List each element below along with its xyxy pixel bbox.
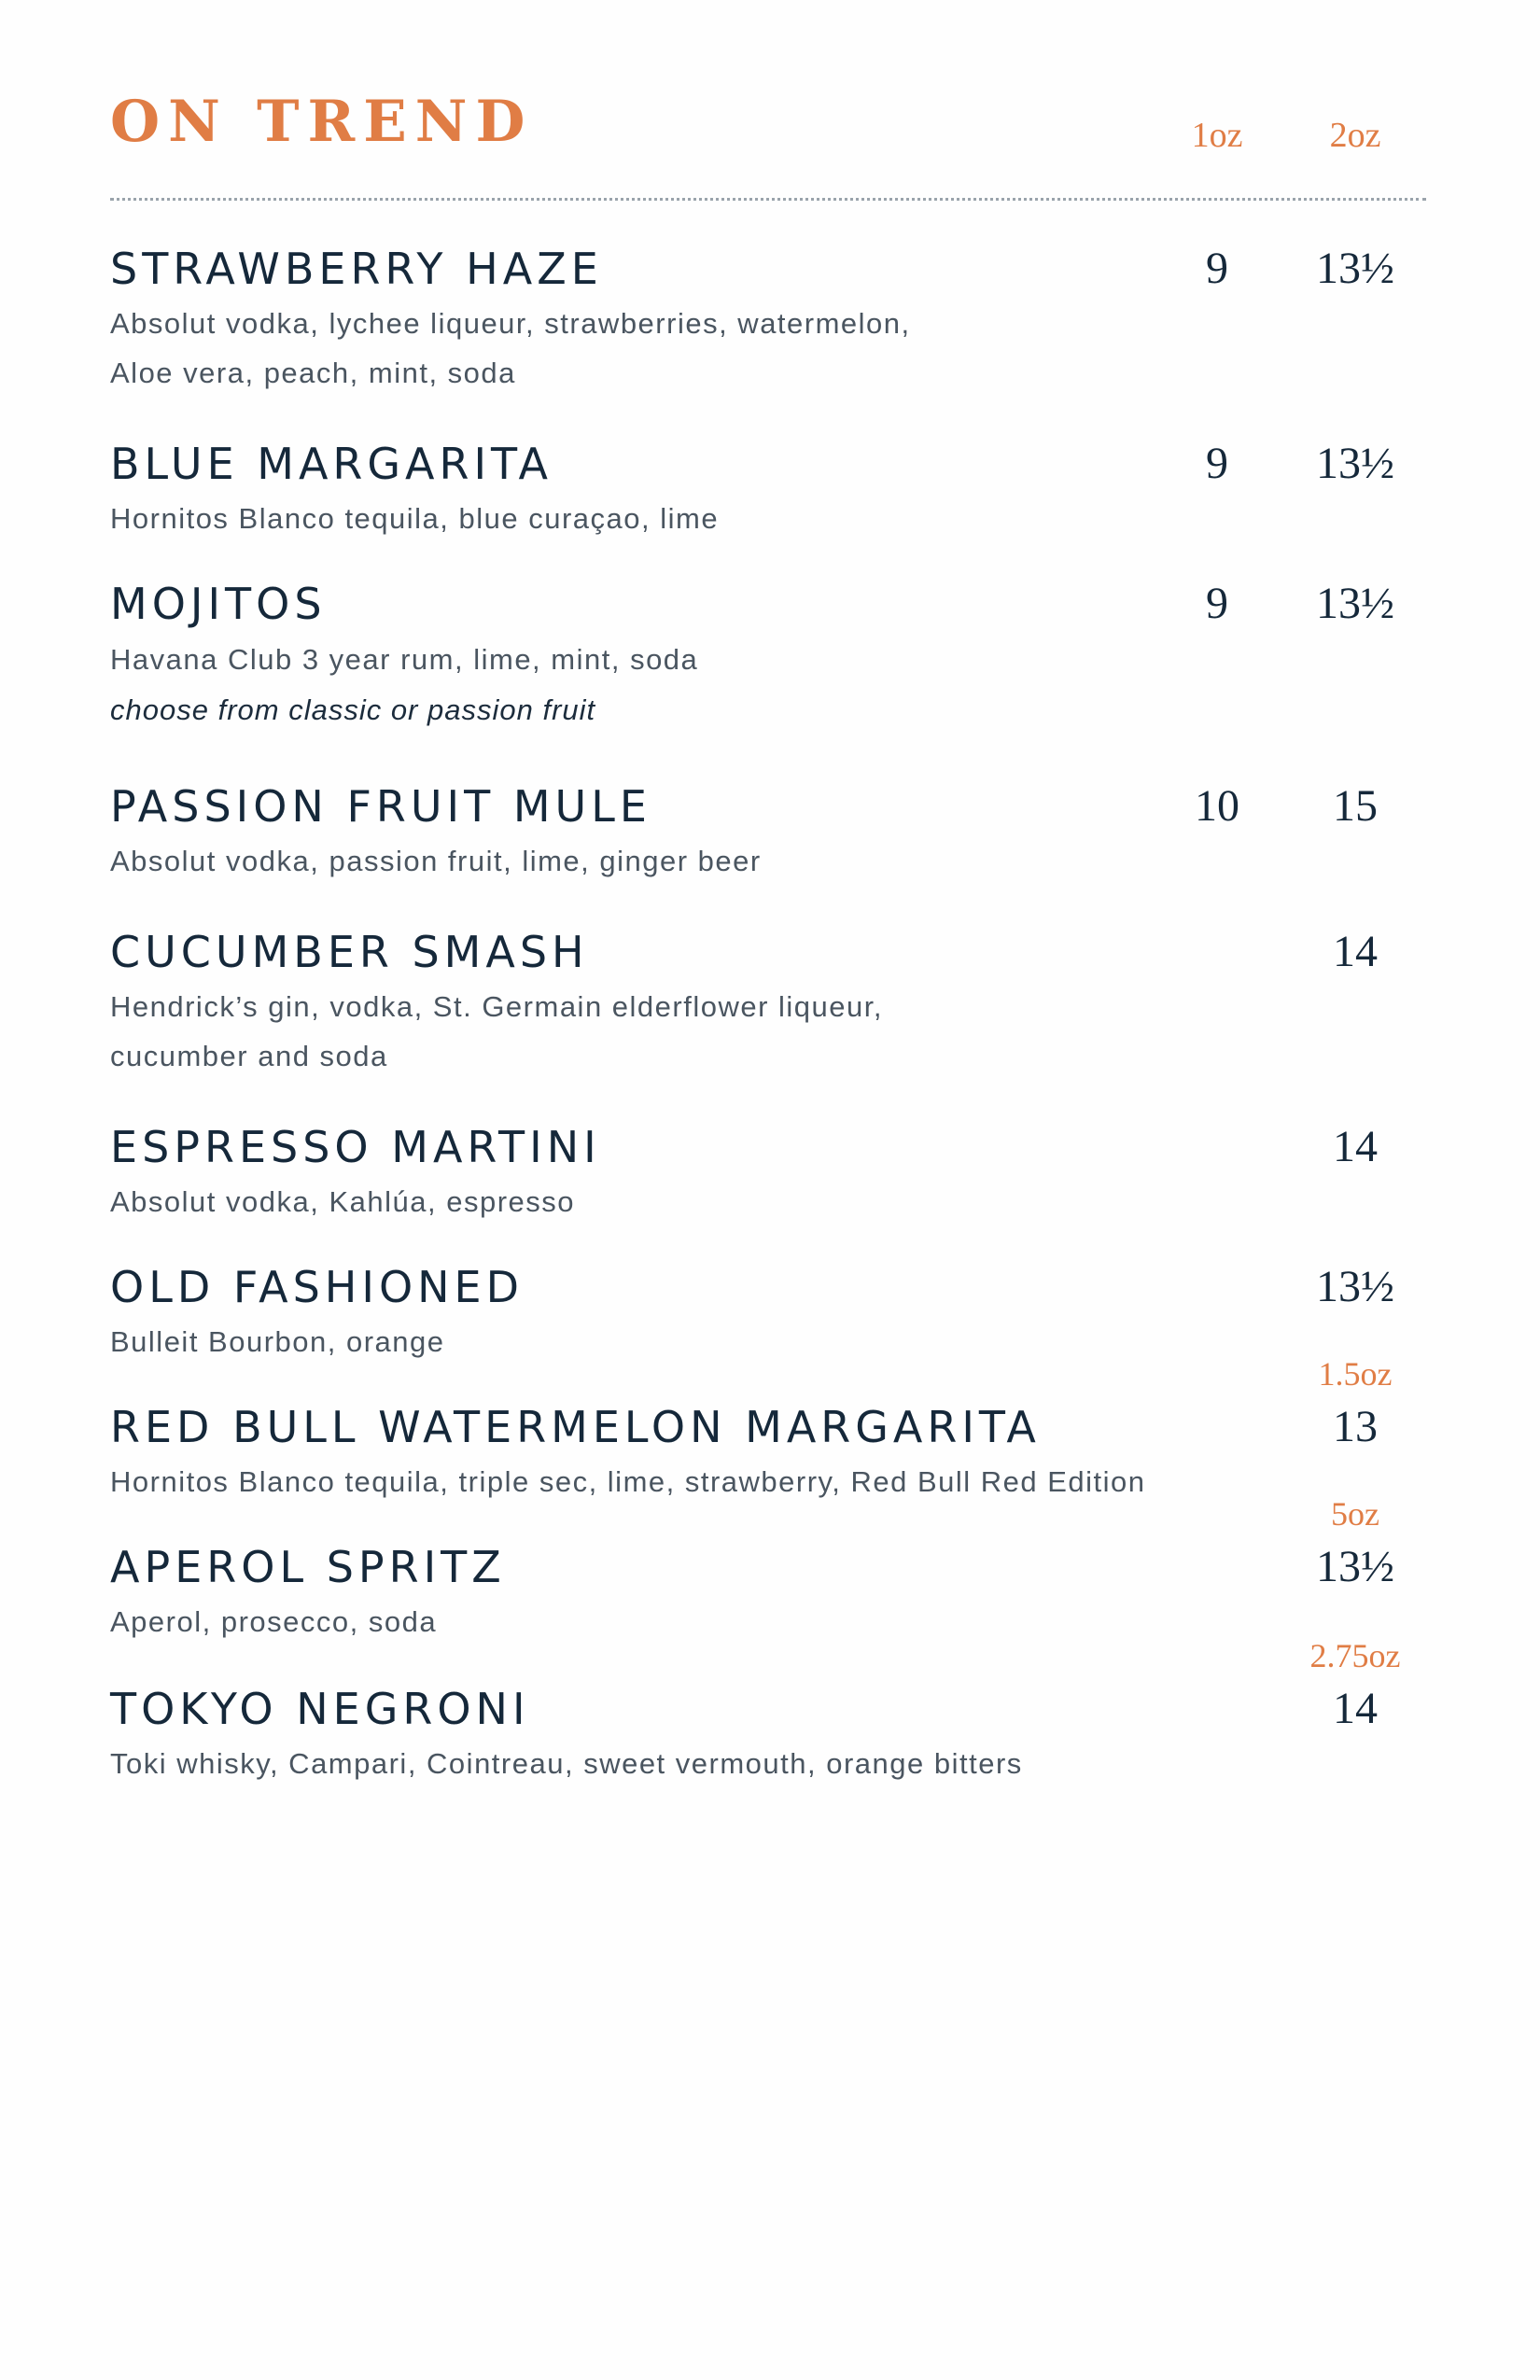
item-price-2oz: 13½ (1316, 439, 1394, 488)
item-size-label: 1.5oz (1318, 1355, 1393, 1393)
item-name: CUCUMBER SMASH (110, 927, 589, 977)
item-description: Toki whisky, Campari, Cointreau, sweet vermouth, orange bitters (110, 1747, 1023, 1780)
item-price: 13 (1333, 1402, 1378, 1451)
item-price: 14 (1333, 927, 1378, 976)
item-name: OLD FASHIONED (110, 1262, 525, 1312)
item-name: STRAWBERRY HAZE (110, 244, 603, 294)
item-description: Hornitos Blanco tequila, blue curaçao, lime (110, 502, 720, 535)
item-description: cucumber and soda (110, 1040, 388, 1072)
item-name: BLUE MARGARITA (110, 439, 553, 489)
item-price-2oz: 13½ (1316, 244, 1394, 293)
item-size-label: 2.75oz (1309, 1637, 1401, 1674)
item-name: APEROL SPRITZ (110, 1542, 506, 1592)
item-description: Aloe vera, peach, mint, soda (110, 357, 516, 389)
section-title: ON TREND (110, 89, 534, 155)
item-price: 14 (1333, 1684, 1378, 1733)
item-price: 13½ (1316, 1542, 1394, 1591)
item-name: MOJITOS (110, 579, 327, 629)
item-description: Absolut vodka, passion fruit, lime, ginger beer (110, 845, 762, 877)
item-description: Hornitos Blanco tequila, triple sec, lime, strawberry, Red Bull Red Edition (110, 1465, 1146, 1498)
item-price-1oz: 9 (1206, 579, 1228, 628)
item-description: Bulleit Bourbon, orange (110, 1325, 445, 1358)
item-note: choose from classic or passion fruit (110, 693, 596, 726)
item-description: Hendrick’s gin, vodka, St. Germain elderflower liqueur, (110, 990, 883, 1023)
column-header-1oz: 1oz (1191, 116, 1243, 155)
item-price-1oz: 10 (1195, 781, 1239, 831)
item-price-1oz: 9 (1206, 439, 1228, 488)
item-price-2oz: 13½ (1316, 579, 1394, 628)
item-price: 14 (1333, 1122, 1378, 1171)
item-name: PASSION FRUIT MULE (110, 781, 651, 832)
item-description: Havana Club 3 year rum, lime, mint, soda (110, 643, 699, 676)
item-description: Aperol, prosecco, soda (110, 1605, 438, 1638)
item-name: ESPRESSO MARTINI (110, 1122, 601, 1172)
header-divider (110, 198, 1426, 201)
item-name: RED BULL WATERMELON MARGARITA (110, 1402, 1041, 1452)
item-price-2oz: 15 (1333, 781, 1378, 831)
item-name: TOKYO NEGRONI (110, 1684, 530, 1734)
column-header-2oz: 2oz (1329, 116, 1381, 155)
item-price: 13½ (1316, 1262, 1394, 1311)
item-description: Absolut vodka, Kahlúa, espresso (110, 1185, 575, 1218)
item-description: Absolut vodka, lychee liqueur, strawberries, watermelon, (110, 307, 911, 340)
item-size-label: 5oz (1331, 1495, 1379, 1533)
item-price-1oz: 9 (1206, 244, 1228, 293)
